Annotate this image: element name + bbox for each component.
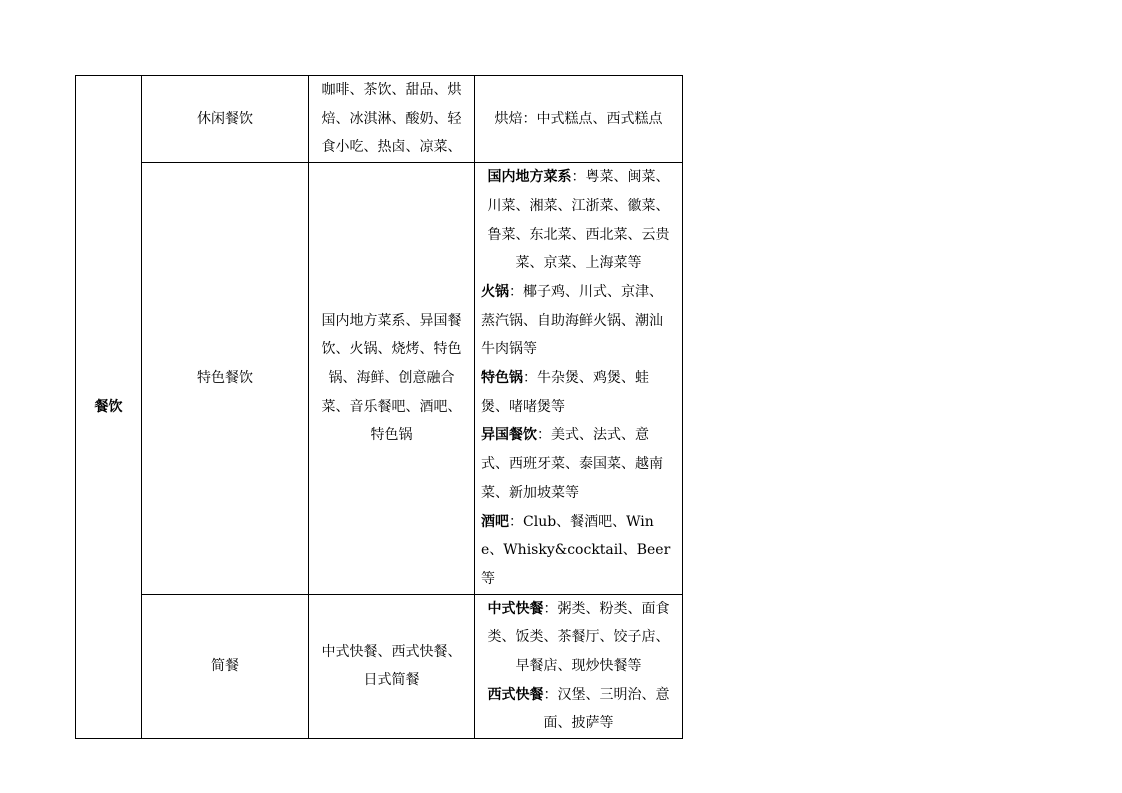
detail-title: 火锅 [481, 283, 509, 300]
detail-item [481, 421, 676, 507]
subcategory-cell: 休闲餐饮 [142, 76, 309, 163]
types-cell: 咖啡、茶饮、甜品、烘焙、冰淇淋、酸奶、轻食小吃、热卤、凉菜、 [309, 76, 475, 163]
table-row [76, 76, 683, 163]
detail-text: ：粤菜、闽菜、川菜、湘菜、江浙菜、徽菜、鲁菜、东北菜、西北菜、云贵菜、京菜、上海菜等 [487, 169, 670, 272]
detail-text: 烘焙：中式糕点、西式糕点 [494, 110, 663, 127]
detail-item [481, 105, 676, 134]
category-cell: 餐饮 [76, 76, 142, 739]
types-cell: 中式快餐、西式快餐、日式简餐 [309, 594, 475, 739]
detail-text: ：牛杂煲、鸡煲、蛙煲、啫啫煲等 [481, 370, 649, 415]
detail-text: ：汉堡、三明治、意面、披萨等 [543, 686, 670, 732]
detail-item [481, 508, 676, 594]
subcategory-cell: 简餐 [142, 594, 309, 739]
table-row [76, 163, 683, 595]
detail-text: ：Club、餐酒吧、Wine、Whisky&cocktail、Beer等 [481, 513, 671, 587]
detail-text: ：椰子鸡、川式、京津、蒸汽锅、自助海鲜火锅、潮汕牛肉锅等 [481, 283, 663, 358]
details-cell [475, 594, 683, 739]
table-row [76, 594, 683, 739]
subcategory-cell: 特色餐饮 [142, 163, 309, 595]
details-cell [475, 76, 683, 163]
detail-title: 特色锅 [481, 370, 523, 387]
detail-title: 酒吧 [481, 513, 509, 530]
detail-text: ：粥类、粉类、面食类、饭类、茶餐厅、饺子店、早餐店、现炒快餐等 [487, 600, 670, 675]
details-cell [475, 163, 683, 595]
detail-item [481, 278, 676, 364]
category-table [75, 75, 683, 739]
detail-title: 中式快餐 [487, 600, 544, 617]
detail-text: ：美式、法式、意式、西班牙菜、泰国菜、越南菜、新加坡菜等 [481, 427, 663, 501]
detail-item [481, 595, 676, 681]
types-cell: 国内地方菜系、异国餐饮、火锅、烧烤、特色锅、海鲜、创意融合菜、音乐餐吧、酒吧、特色锅 [309, 163, 475, 595]
detail-title: 国内地方菜系 [487, 169, 572, 186]
detail-title: 西式快餐 [487, 686, 544, 703]
detail-item [481, 163, 676, 278]
detail-item [481, 681, 676, 738]
detail-item [481, 364, 676, 421]
detail-title: 异国餐饮 [481, 427, 537, 444]
